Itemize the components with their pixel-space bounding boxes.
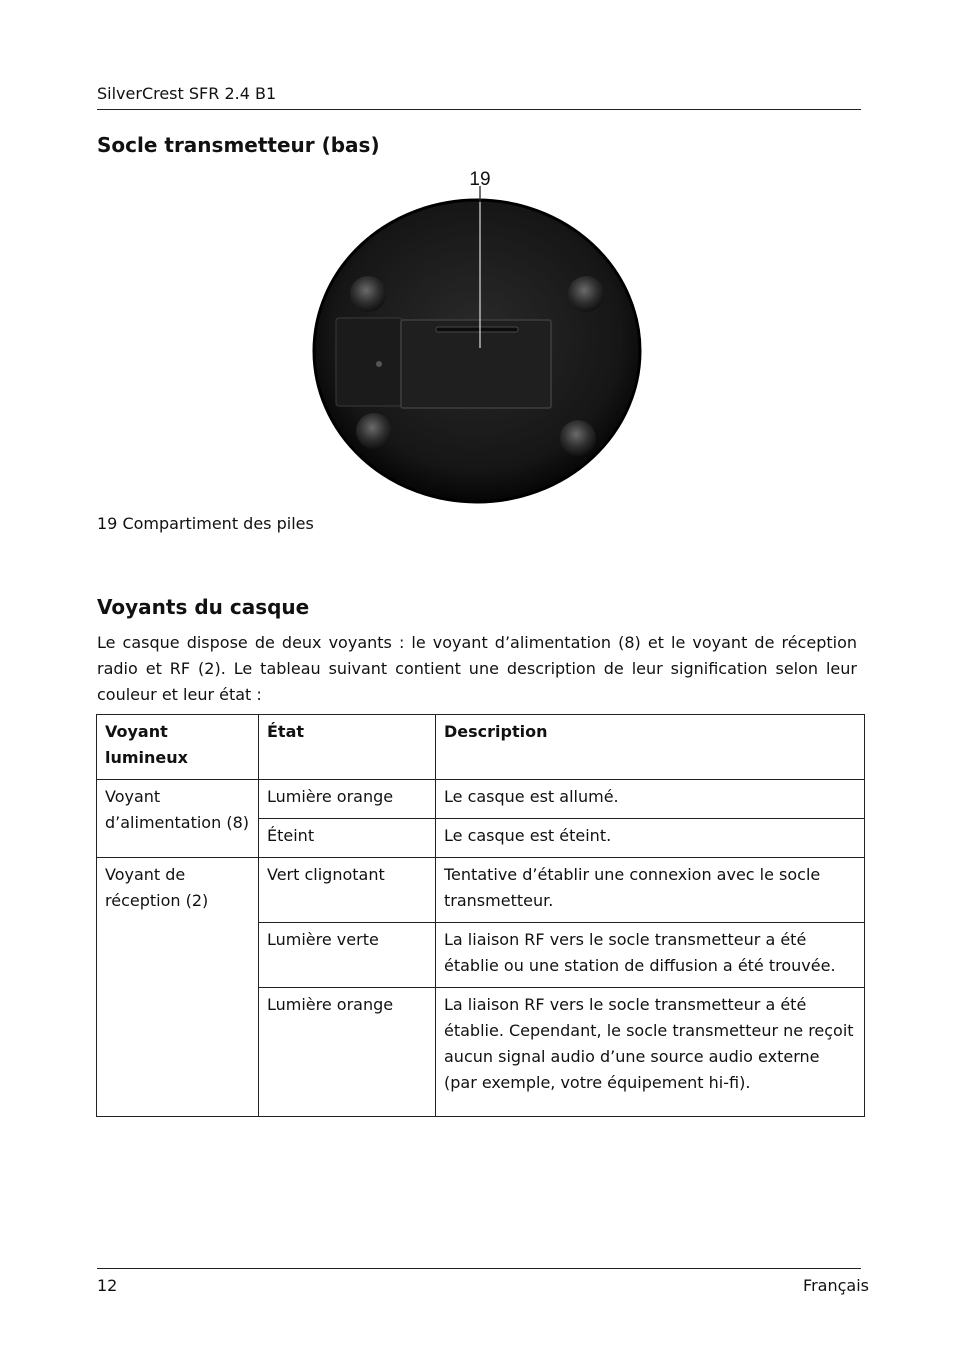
side-panel bbox=[336, 318, 402, 406]
led-name-cell: Voyant de réception (2) bbox=[97, 858, 259, 1117]
column-header: Voyant lumineux bbox=[97, 715, 259, 780]
running-header: SilverCrest SFR 2.4 B1 bbox=[97, 84, 277, 103]
figure-caption: 19 Compartiment des piles bbox=[97, 514, 314, 533]
rubber-foot bbox=[560, 420, 596, 456]
state-cell: Lumière orange bbox=[259, 988, 436, 1117]
transmitter-base-figure bbox=[300, 160, 660, 510]
column-header: Description bbox=[436, 715, 865, 780]
intro-paragraph: Le casque dispose de deux voyants : le voyant d’alimentation (8) et le voyant de réception radio et RF (2). Le tableau suivant contient une description de leur signification selon leur couleur et leur état : bbox=[97, 633, 857, 704]
description-cell: La liaison RF vers le socle transmetteur a été établie ou une station de diffusion a été trouvée. bbox=[436, 923, 865, 988]
description-cell: Le casque est éteint. bbox=[436, 819, 865, 858]
table-row bbox=[97, 858, 865, 923]
rubber-foot bbox=[568, 276, 604, 312]
reset-hole bbox=[376, 361, 382, 367]
led-name-cell: Voyant d’alimentation (8) bbox=[97, 780, 259, 858]
battery-latch bbox=[436, 327, 518, 332]
description-cell: La liaison RF vers le socle transmetteur a été établie. Cependant, le socle transmetteur ne reçoit aucun signal audio d’une source audio externe (par exemple, votre équipement hi-fi). bbox=[436, 988, 865, 1117]
rubber-foot bbox=[350, 276, 386, 312]
table-row bbox=[97, 780, 865, 819]
footer-language: Français bbox=[803, 1276, 869, 1295]
table-header-row bbox=[97, 715, 865, 780]
description-cell: Tentative d’établir une connexion avec le socle transmetteur. bbox=[436, 858, 865, 923]
section-heading-base: Socle transmetteur (bas) bbox=[97, 133, 380, 157]
led-table bbox=[96, 714, 865, 1117]
header-rule bbox=[97, 109, 861, 110]
state-cell: Vert clignotant bbox=[259, 858, 436, 923]
section-heading-leds: Voyants du casque bbox=[97, 595, 310, 619]
state-cell: Éteint bbox=[259, 819, 436, 858]
state-cell: Lumière orange bbox=[259, 780, 436, 819]
callout-number: 19 bbox=[469, 169, 491, 190]
page-number: 12 bbox=[97, 1276, 118, 1295]
rubber-foot bbox=[356, 413, 392, 449]
description-cell: Le casque est allumé. bbox=[436, 780, 865, 819]
column-header: État bbox=[259, 715, 436, 780]
battery-compartment bbox=[401, 320, 551, 408]
footer-rule bbox=[97, 1268, 861, 1269]
state-cell: Lumière verte bbox=[259, 923, 436, 988]
